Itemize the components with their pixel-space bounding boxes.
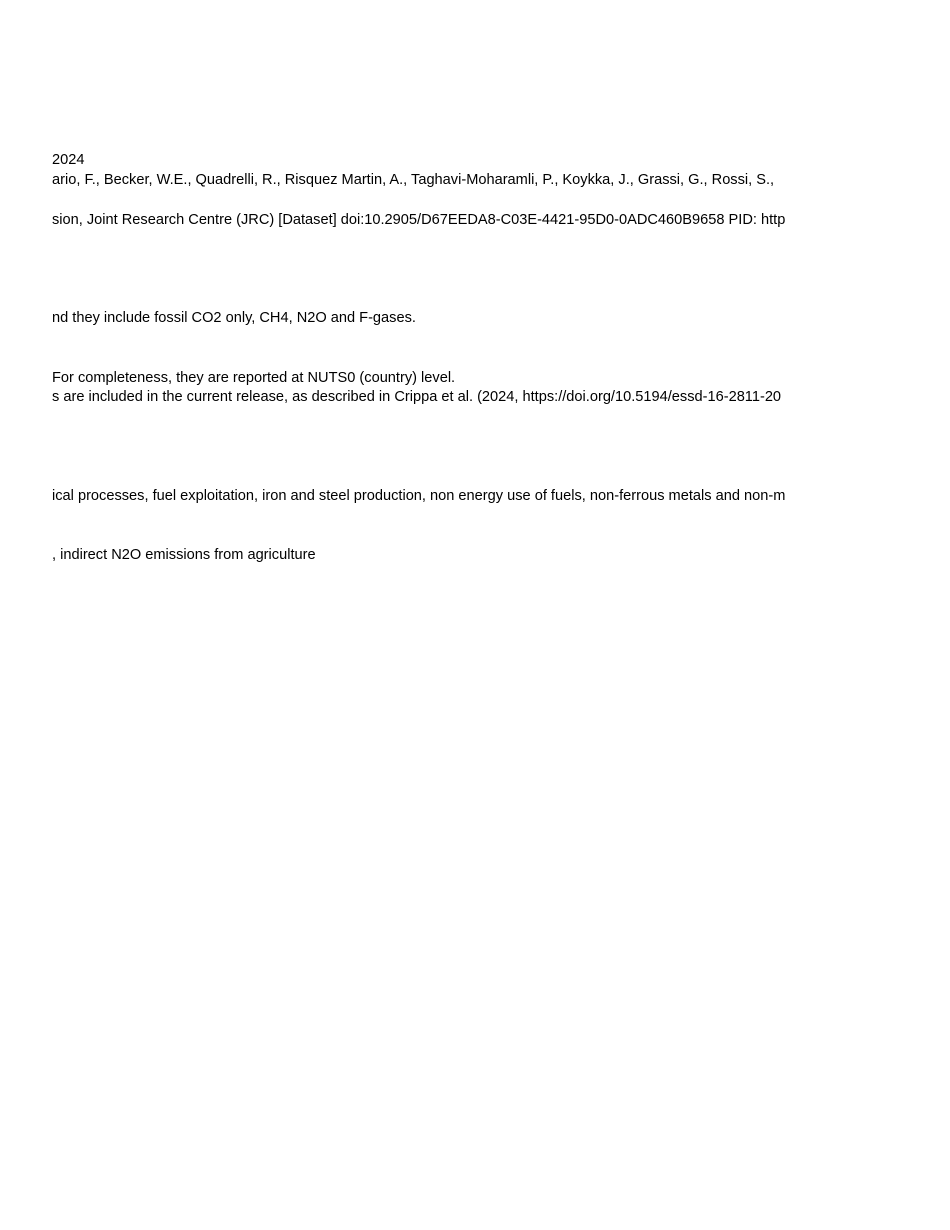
- sectors-list-text: ical processes, fuel exploitation, iron and steel production, non energy use of fuels, non-ferrous metals and non-m: [52, 488, 786, 504]
- release-year-text: 2024: [52, 152, 85, 168]
- current-release-note-text: s are included in the current release, as described in Crippa et al. (2024, https://doi.org/10.5194/essd-16-2811-20: [52, 389, 782, 405]
- nuts0-note-text: For completeness, they are reported at NUTS0 (country) level.: [52, 370, 456, 386]
- authors-text: ario, F., Becker, W.E., Quadrelli, R., Risquez Martin, A., Taghavi-Moharamli, P., Koykka, J., Grassi, G., Rossi, S.,: [52, 172, 775, 188]
- dataset-citation-text: sion, Joint Research Centre (JRC) [Dataset] doi:10.2905/D67EEDA8-C03E-4421-95D0-0ADC460B9658 PID: http: [52, 212, 786, 228]
- visible-cell-area: [52, 0, 833, 1230]
- indirect-n2o-note-text: , indirect N2O emissions from agriculture: [52, 547, 316, 563]
- gases-included-text: nd they include fossil CO2 only, CH4, N2O and F-gases.: [52, 310, 416, 326]
